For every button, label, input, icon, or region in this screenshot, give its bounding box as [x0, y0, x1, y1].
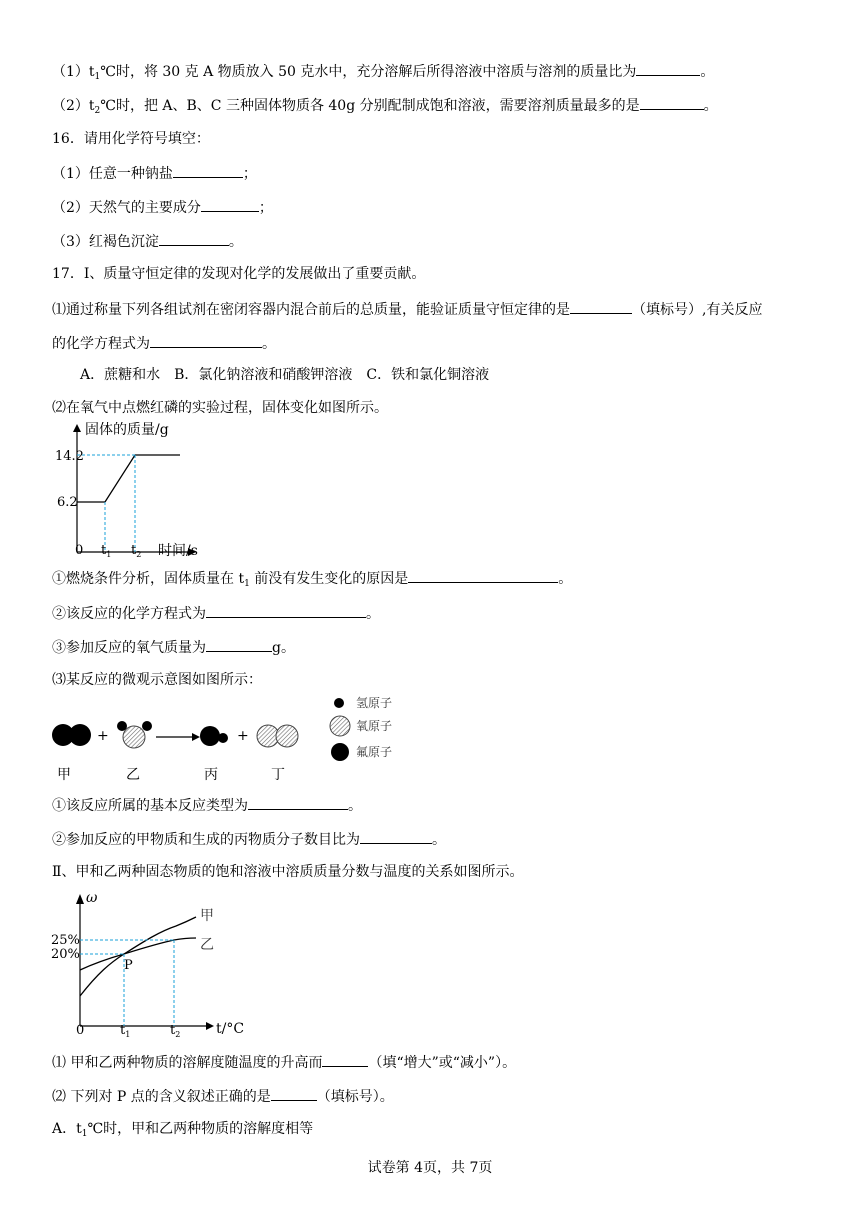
q17-1-line2: 的化学方程式为 。	[52, 332, 276, 354]
legend-fluorine-icon	[331, 743, 349, 761]
molecule-jia	[52, 724, 91, 746]
label-yi: 乙	[126, 767, 140, 783]
mass-curve	[77, 455, 180, 502]
q17-3-i: ①该反应所属的基本反应类型为 。	[52, 794, 362, 816]
q15-part1: $(1)t_1℃$时，将 30 克 A 物质放入 50 克水中，充分溶解后所得溶液中溶质与溶剂的质量比为 。	[52, 60, 714, 82]
q17-II-1: ⑴ 甲和乙两种物质的溶解度随温度的升高而 （填“增大”或“减小”）。	[52, 1051, 516, 1073]
q17-1-line1: ⑴通过称量下列各组试剂在密闭容器内混合前后的总质量，能验证质量守恒定律的是 （填标号）,有关反应	[52, 298, 762, 320]
page-footer: 试卷第 4页，共 7页	[367, 1160, 493, 1176]
q17-2-stem: ⑵在氧气中点燃红磷的实验过程，固体变化如图所示。	[52, 400, 388, 416]
legend-fluorine: 氟原子	[356, 745, 393, 759]
chart1-ylabel: 固体的质量/g	[85, 422, 169, 438]
x-axis-arrow	[206, 1022, 214, 1030]
label-bing: 丙	[204, 767, 218, 783]
legend-hydrogen-icon	[334, 698, 344, 708]
y-axis-arrow	[76, 894, 84, 904]
q17-2-ii: ②该反应的化学方程式为 。	[52, 602, 380, 624]
q17-1-options: A．蔗糖和水 B．氯化钠溶液和硝酸钾溶液 C．铁和氯化铜溶液	[80, 367, 490, 383]
reaction-arrow	[156, 733, 200, 741]
answer-blank[interactable]	[570, 298, 632, 314]
chart1-xtick-t2: $t_2$	[131, 543, 142, 559]
answer-blank[interactable]	[322, 1051, 368, 1067]
molecule-yi	[117, 721, 152, 748]
q17-3-ii: ②参加反应的甲物质和生成的丙物质分子数目比为 。	[52, 828, 446, 850]
chart2-origin: 0	[76, 1023, 85, 1038]
q16-stem: 16．请用化学符号填空：	[52, 131, 210, 147]
q17-2-i: ①燃烧条件分析，固体质量在 $t_1$ 前没有发生变化的原因是 。	[52, 567, 572, 589]
q16-part2: （2）天然气的主要成分 ；	[52, 196, 273, 218]
q15-part2: $(2)t_2℃$时，把 A、B、C 三种固体物质各 40g 分别配制成饱和溶液，需要溶剂质量最多的是 。	[52, 94, 718, 116]
answer-blank[interactable]	[248, 794, 348, 810]
answer-blank[interactable]	[360, 828, 432, 844]
chart1-ytick-6-2: 6.2	[57, 495, 78, 510]
legend-hydrogen: 氢原子	[356, 696, 393, 710]
chart1-xtick-t1: $t_1$	[101, 543, 112, 559]
label-jia: 甲	[57, 767, 71, 783]
chart1-origin: 0	[75, 543, 84, 558]
chart2-ytick-20: 20%	[51, 947, 80, 962]
mass-fraction-chart	[40, 888, 270, 1040]
answer-blank[interactable]	[640, 94, 704, 110]
answer-blank[interactable]	[408, 567, 558, 583]
legend-oxygen: 氧原子	[356, 719, 393, 733]
molecule-bing	[200, 726, 228, 746]
series-label-yi: 乙	[200, 937, 214, 953]
q17-II-stem: Ⅱ、甲和乙两种固态物质的饱和溶液中溶质质量分数与温度的关系如图所示。	[52, 864, 524, 880]
q16-part3: （3）红褐色沉淀 。	[52, 230, 243, 252]
answer-blank[interactable]	[159, 230, 229, 246]
q17-II-2: ⑵ 下列对 P 点的含义叙述正确的是 （填标号）。	[52, 1085, 394, 1107]
micro-reaction-diagram	[44, 690, 424, 786]
chart2-ylabel: ω	[86, 890, 98, 906]
q17-2-iii: ③参加反应的氧气质量为 g。	[52, 636, 295, 658]
answer-blank[interactable]	[206, 602, 366, 618]
solid-mass-chart	[40, 422, 220, 562]
answer-blank[interactable]	[636, 60, 700, 76]
chart2-xtick-t1: $t_1$	[120, 1023, 131, 1039]
answer-blank[interactable]	[201, 196, 259, 212]
curve-jia	[80, 917, 196, 996]
answer-blank[interactable]	[150, 332, 262, 348]
chart2-xlabel: t/°C	[216, 1021, 245, 1037]
legend	[330, 696, 392, 761]
series-label-jia: 甲	[200, 908, 214, 924]
q17-stem: 17．Ⅰ、质量守恒定律的发现对化学的发展做出了重要贡献。	[52, 266, 426, 282]
plus-sign: +	[97, 728, 109, 744]
chart1-ytick-14-2: 14.2	[55, 449, 84, 464]
legend-oxygen-icon	[330, 716, 350, 736]
q17-3-stem: ⑶某反应的微观示意图如图所示：	[52, 672, 262, 688]
plus-sign: +	[237, 728, 249, 744]
chart2-xtick-t2: $t_2$	[170, 1023, 181, 1039]
answer-blank[interactable]	[206, 636, 272, 652]
y-axis-arrow	[73, 424, 81, 432]
answer-blank[interactable]	[173, 162, 243, 178]
answer-blank[interactable]	[271, 1085, 317, 1101]
molecule-ding	[257, 725, 298, 747]
chart2-ytick-25: 25%	[51, 933, 80, 948]
point-p-label: P	[124, 958, 133, 973]
label-ding: 丁	[271, 767, 285, 783]
chart1-xlabel: 时间/s	[158, 543, 198, 559]
q16-part1: （1）任意一种钠盐 ；	[52, 162, 257, 184]
q17-II-option-a: A．$t_1℃$时，甲和乙两种物质的溶解度相等	[52, 1121, 314, 1139]
